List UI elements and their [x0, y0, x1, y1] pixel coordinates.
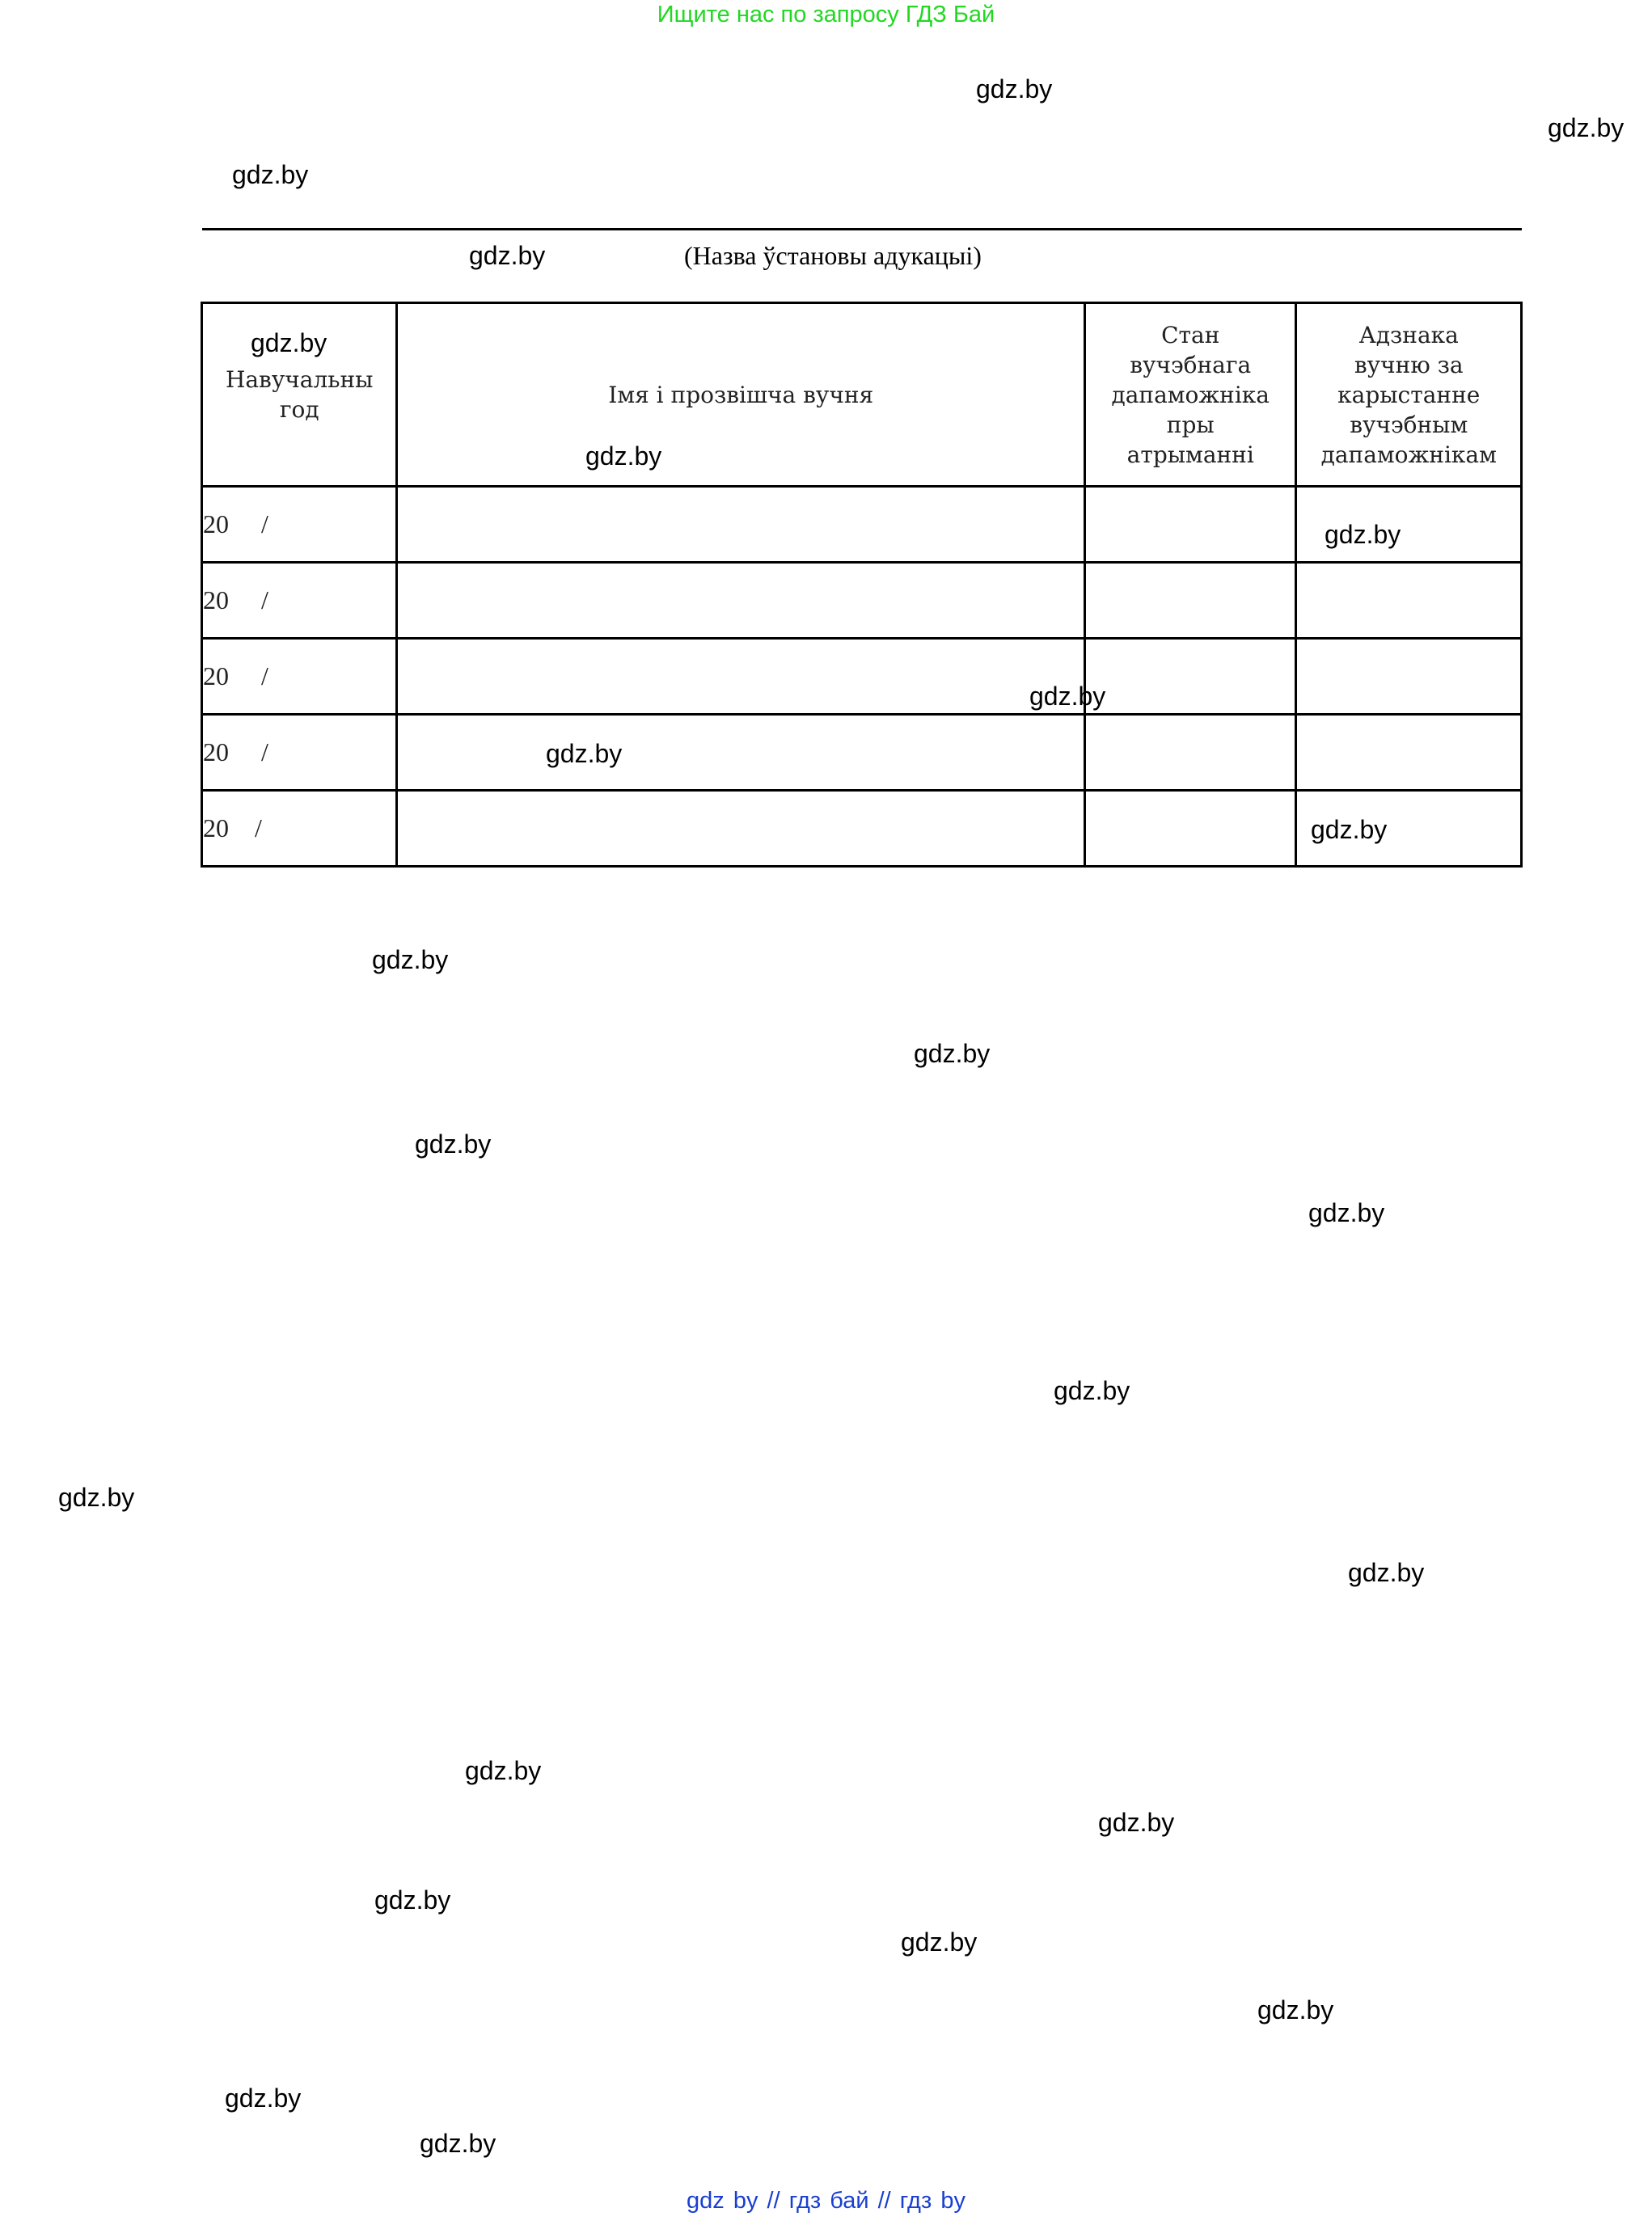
header-line: год — [279, 396, 319, 423]
header-student-name — [397, 303, 1085, 487]
header-condition — [1085, 303, 1296, 487]
watermark: gdz.by — [251, 328, 327, 357]
year-cell: 20 / — [202, 487, 397, 563]
student-name-cell — [397, 791, 1085, 867]
header-line: вучню за — [1354, 351, 1464, 378]
watermark: gdz.by — [1257, 1995, 1334, 2024]
condition-cell — [1085, 715, 1296, 791]
watermark: gdz.by — [585, 441, 662, 471]
watermark: gdz.by — [374, 1885, 451, 1915]
header-line: карыстанне — [1337, 381, 1481, 408]
watermark: gdz.by — [420, 2129, 496, 2158]
watermark: gdz.by — [1548, 113, 1625, 142]
header-line: Імя і прозвішча вучня — [608, 381, 874, 408]
header-line: Адзнака — [1358, 321, 1459, 348]
institution-name-line — [202, 228, 1522, 230]
table-header-row — [202, 303, 1522, 487]
header-line: пры — [1166, 411, 1215, 438]
top-banner: Ищите нас по запросу ГДЗ Бай — [657, 2, 995, 27]
year-cell: 20 / — [202, 715, 397, 791]
grade-cell — [1296, 563, 1522, 639]
table-row — [202, 487, 1522, 563]
watermark: gdz.by — [415, 1129, 492, 1159]
watermark: gdz.by — [58, 1483, 135, 1512]
header-grade — [1296, 303, 1522, 487]
header-line: Стан — [1161, 321, 1220, 348]
student-name-cell — [397, 563, 1085, 639]
table-row — [202, 715, 1522, 791]
condition-cell — [1085, 563, 1296, 639]
watermark: gdz.by — [1325, 520, 1401, 549]
table-row — [202, 639, 1522, 715]
watermark: gdz.by — [546, 739, 623, 768]
year-cell: 20 / — [202, 563, 397, 639]
watermark: gdz.by — [1054, 1376, 1130, 1405]
watermark: gdz.by — [976, 74, 1053, 103]
watermark: gdz.by — [1348, 1558, 1425, 1587]
student-name-cell — [397, 715, 1085, 791]
grade-cell — [1296, 639, 1522, 715]
watermark: gdz.by — [1311, 815, 1388, 844]
table-row — [202, 563, 1522, 639]
watermark: gdz.by — [901, 1927, 978, 1957]
watermark: gdz.by — [225, 2084, 302, 2113]
student-name-cell — [397, 487, 1085, 563]
header-line: дапаможнікам — [1320, 441, 1497, 468]
grade-cell — [1296, 715, 1522, 791]
condition-cell — [1085, 487, 1296, 563]
year-cell: 20 / — [202, 791, 397, 867]
watermark: gdz.by — [372, 945, 449, 974]
watermark: gdz.by — [232, 160, 309, 189]
bottom-banner: gdz by // гдз бай // гдз by — [687, 2188, 965, 2214]
header-line: вучэбным — [1350, 411, 1468, 438]
watermark: gdz.by — [1098, 1808, 1175, 1837]
header-line: дапаможніка — [1111, 381, 1270, 408]
textbook-register-table — [201, 302, 1523, 868]
institution-caption: (Назва ўстановы адукацыі) — [684, 241, 982, 270]
watermark: gdz.by — [1029, 682, 1106, 711]
watermark: gdz.by — [914, 1039, 991, 1068]
header-line: вучэбнага — [1130, 351, 1252, 378]
watermark: gdz.by — [465, 1756, 542, 1785]
condition-cell — [1085, 639, 1296, 715]
watermark: gdz.by — [469, 241, 546, 270]
student-name-cell — [397, 639, 1085, 715]
watermark: gdz.by — [1308, 1198, 1385, 1227]
header-line: Навучальны — [225, 366, 374, 393]
condition-cell — [1085, 791, 1296, 867]
header-line: атрыманні — [1126, 441, 1254, 468]
year-cell: 20 / — [202, 639, 397, 715]
